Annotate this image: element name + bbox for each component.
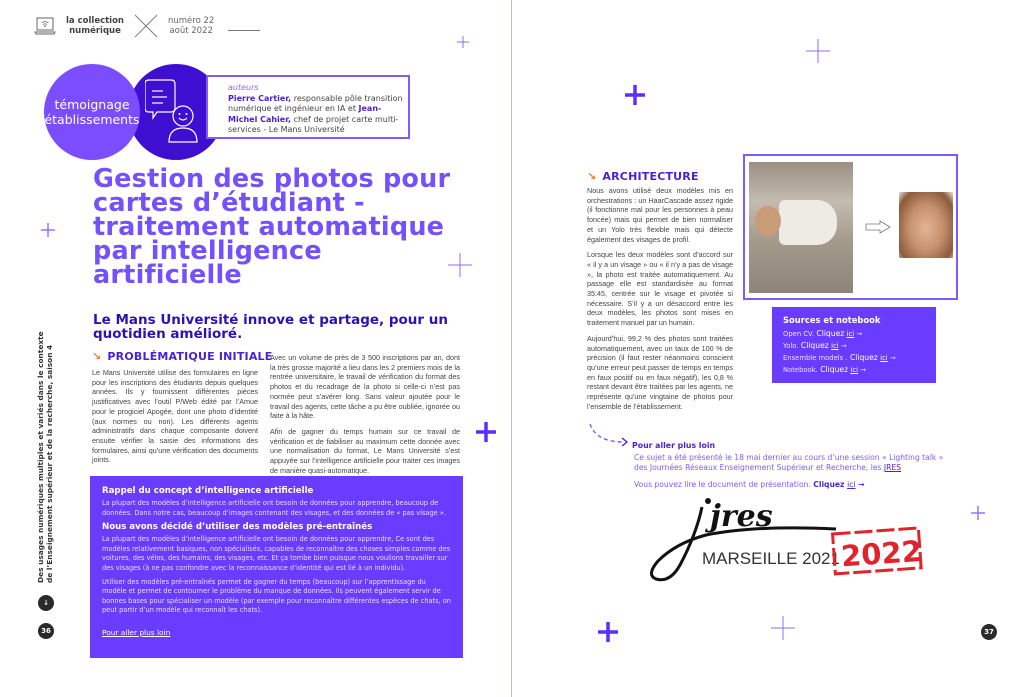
- problematique-col2: Avec un volume de près de 3 500 inscriptions par an, dont la très grosse majorité a lieu dans les 2 premiers mois de la rentrée universitaire, le travail de vérification du format des photos et du recadrage de la photo si celle-ci n’est pas normée peut s’avérer long. Sans valeur ajoutée pour le travail des agents, cette tâche a pu être oubliée, ignorée ou faite à la hâte. Afin de gagner du temps humain sur ce travail de vérification et de fiabiliser au maximum cette donnée avec une normalisation du format, Le Mans Université s’est appuyée sur l’intelligence artificielle pour traiter ces images de manière quasi-automatique.: [270, 353, 460, 475]
- arrow-right-icon: →: [854, 330, 863, 338]
- further-reading: Pour aller plus loin Ce sujet a été présenté le 18 mai dernier au cours d’une session « Lighting talk » des Journées Réseaux Enseignement Supérieur et Recherche, les JRES Vous pouvez lire le document de présentation. Cliquez ici →: [632, 441, 944, 489]
- page-divider: [511, 0, 512, 697]
- header: [34, 14, 214, 38]
- svg-text:MARSEILLE 2021: MARSEILLE 2021: [702, 549, 840, 568]
- arrow-down-icon: ↓: [43, 599, 49, 607]
- plus-icon: [457, 36, 469, 48]
- source-item-ensemble: Ensemble models . Cliquez ici →: [783, 353, 896, 362]
- jres-link[interactable]: JRES: [883, 463, 902, 472]
- plus-bold-icon: [625, 85, 645, 105]
- plus-icon: [806, 39, 830, 63]
- issue-info: numéro 22 août 2022: [168, 16, 215, 36]
- presentation-link[interactable]: ici: [847, 480, 856, 489]
- page-number-right: 37: [981, 624, 997, 640]
- ensemble-models-link[interactable]: ici: [880, 354, 888, 362]
- plus-icon: [971, 506, 985, 520]
- plus-bold-icon: [598, 622, 618, 642]
- plus-icon: [41, 223, 55, 237]
- plus-bold-icon: [476, 422, 496, 442]
- laptop-wifi-icon: [34, 15, 56, 37]
- arrow-right-icon: →: [838, 342, 847, 350]
- author-name: Jean-Michel Cahier,: [228, 104, 382, 124]
- arrow-right-icon: →: [855, 480, 865, 489]
- source-item-opencv: Open CV. Cliquez ici →: [783, 329, 863, 338]
- collection-name: la collection numérique: [66, 16, 124, 36]
- scroll-down-button[interactable]: [38, 595, 54, 611]
- notebook-link[interactable]: ici: [850, 366, 858, 374]
- arrow-right-icon: →: [857, 366, 866, 374]
- opencv-link[interactable]: ici: [846, 330, 855, 338]
- ai-concept-box: Rappel du concept d’intelligence artificielle La plupart des modèles d’intelligence artificielle ont besoin de données pour apprendre, beaucoup de données. Dans notre cas, beaucoup d’images contenant des visages, et des données de « pas visage ». Nous avons décidé d’utiliser des modèles pré-entraînés La plupart des modèles d’intelligence artificielle ont besoin de données pour apprendre, Ce sont des modèles relativement basiques, non spécialisés, capables de reconnaître des choses simples comme des voitures, des vélos, des humains, des visages, etc. Et ça tombe bien puisque nous voulions travailler sur des visages (à ne pas confondre avec la reconnaissance d’identité qui est lié à un individu). Utiliser des modèles pré-entraînés permet de gagner du temps (beaucoup) sur l’apprentissage du modèle et permet de contourner le problème du manque de données. Ils peuvent également servir de bonnes bases pour spécialiser un modèle (par exemple pour reconnaître différentes espèces de chats, on peut partir d’un modèle qui reconnaît les chats). Pour aller plus loin: [90, 476, 463, 658]
- series-side-text: Des usages numériques multiples et variés dans le contexte de l’Enseignement supérieur et de la recherche, saison 4: [36, 331, 54, 583]
- svg-text:jres: jres: [710, 499, 773, 534]
- authors-box: auteurs Pierre Cartier, responsable pôle transition numérique et ingénieur en IA et Jean-Michel Cahier, chef de projet carte multi-services - Le Mans Université: [206, 75, 410, 139]
- page-number-left: 36: [38, 623, 54, 639]
- photo-crop-illustration: [743, 154, 958, 300]
- section-heading-problematique: ↘ PROBLÉMATIQUE INITIALE: [92, 350, 273, 363]
- yolo-link[interactable]: ici: [831, 342, 839, 350]
- chat-person-icon: [145, 78, 207, 146]
- article-subtitle: Le Mans Université innove et partage, pour un quotidien amélioré.: [93, 312, 448, 342]
- cropped-face-photo: [899, 192, 953, 258]
- svg-text:2022: 2022: [839, 533, 923, 574]
- sources-notebook-box: Sources et notebook Open CV. Cliquez ici → Yolo. Cliquez ici → Ensemble models . Cliquez ici → Notebook. Cliquez ici →: [772, 307, 936, 383]
- article-title: Gestion des photos pour cartes d’étudiant - traitement automatique par intelligence artificielle: [93, 164, 451, 290]
- section-badge: témoignage établissements: [44, 64, 140, 160]
- original-photo: [749, 162, 853, 293]
- source-item-yolo: Yolo. Cliquez ici →: [783, 341, 847, 350]
- source-item-notebook: Notebook. Cliquez ici →: [783, 365, 866, 374]
- section-heading-architecture: ↘ ARCHITECTURE: [587, 170, 699, 183]
- arrow-icon: ↘: [587, 170, 597, 183]
- dashed-arrow-icon: [588, 422, 632, 448]
- cross-icon: [134, 14, 158, 38]
- further-reading-link[interactable]: Pour aller plus loin: [102, 627, 171, 637]
- jres-logo: [636, 495, 936, 595]
- arrow-right-icon: [865, 220, 891, 234]
- author-name: Pierre Cartier,: [228, 93, 292, 103]
- arrow-right-icon: →: [887, 354, 896, 362]
- problematique-col1: Le Mans Université utilise des formulaires en ligne pour les inscriptions des étudiants depuis quelques années. Ils y fournissent différentes pièces justificatives avec l’outil P/Web édité par l’Amue pour le progiciel Apogée, dont une photo d’identité (aux normes ou non). Les différents agents administratifs dans chaque composante doivent ensuite vérifier la saisie des informations des formulaires, ainsi qu’une vérification des documents joints.: [92, 368, 258, 465]
- arrow-icon: ↘: [92, 350, 102, 363]
- architecture-text: Nous avons utilisé deux modèles mis en orchestrations : un HaarCascade assez rigide (il fonctionne mal pour les personnes à peau foncée) mais qui permet de bien normaliser et un Yolo très flexible mais qui détecte également des visages de profil. Lorsque les deux modèles sont d’accord sur « il y a un visage » ou « il n’y a pas de visage », la photo est traitée automatiquement. Au passage elle est standardisée au format 35:45, centrée sur le visage et pivotée si nécessaire. S’il y a un désaccord entre les deux modèles, les photos sont mises en traitement manuel par un humain. Aujourd’hui, 99,2 % des photos sont traitées automatiquement, avec un taux de 100 % de précision (il faut rester néanmoins conscient qu’une erreur peut passer de temps en temps en faux positif ou en faux négatif), les 0,8 % restant devant être traitées par les agents, ne représente qu’une vingtaine de photos pour l’ensemble de l’établissement.: [587, 186, 733, 411]
- plus-icon: [771, 616, 795, 640]
- header-rule: [228, 30, 260, 31]
